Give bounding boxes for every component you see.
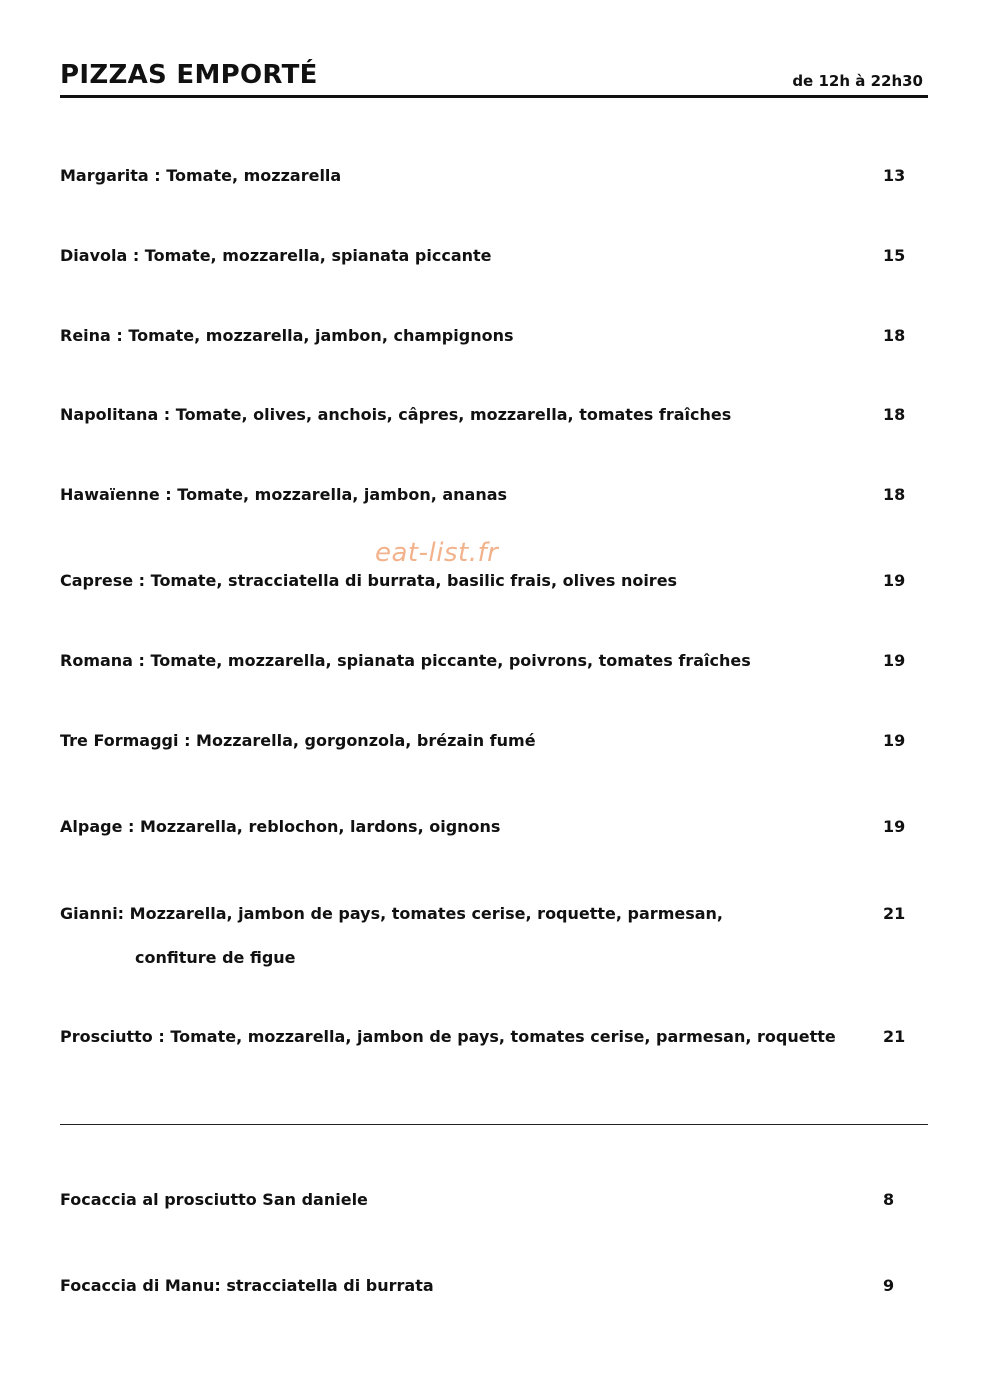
menu-item-price: 9 [883, 1276, 895, 1295]
menu-item-price: 19 [883, 817, 906, 836]
menu-item-label: Gianni: Mozzarella, jambon de pays, tomates cerise, roquette, parmesan, [60, 904, 723, 923]
menu-item-price: 13 [883, 166, 906, 185]
menu-item-label: Tre Formaggi : Mozzarella, gorgonzola, brézain fumé [60, 731, 536, 750]
watermark-text: eat-list.fr [375, 538, 499, 568]
menu-item-price: 19 [883, 571, 906, 590]
menu-item-label: Napolitana : Tomate, olives, anchois, câpres, mozzarella, tomates fraîches [60, 405, 732, 424]
menu-item-label: Diavola : Tomate, mozzarella, spianata piccante [60, 246, 492, 265]
menu-item-price: 18 [883, 405, 906, 424]
menu-item-price: 21 [883, 904, 906, 923]
menu-item-label: Margarita : Tomate, mozzarella [60, 166, 342, 185]
page-title: PIZZAS EMPORTÉ [60, 60, 318, 90]
opening-hours: de 12h à 22h30 [792, 72, 923, 90]
menu-item-label: Focaccia di Manu: stracciatella di burrata [60, 1276, 434, 1295]
header-divider [60, 95, 928, 98]
menu-item-label: Hawaïenne : Tomate, mozzarella, jambon, ananas [60, 485, 508, 504]
menu-item-price: 18 [883, 326, 906, 345]
menu-item-label: Alpage : Mozzarella, reblochon, lardons, oignons [60, 817, 501, 836]
menu-item-price: 8 [883, 1190, 895, 1209]
section-divider [60, 1124, 928, 1125]
menu-item-price: 19 [883, 651, 906, 670]
menu-item-label: Focaccia al prosciutto San daniele [60, 1190, 368, 1209]
menu-item-price: 19 [883, 731, 906, 750]
menu-item-price: 21 [883, 1027, 906, 1046]
menu-item-label: Reina : Tomate, mozzarella, jambon, champignons [60, 326, 514, 345]
menu-item-continuation: confiture de figue [135, 948, 296, 967]
menu-item-price: 18 [883, 485, 906, 504]
menu-item-price: 15 [883, 246, 906, 265]
menu-item-label: Romana : Tomate, mozzarella, spianata piccante, poivrons, tomates fraîches [60, 651, 751, 670]
menu-item-label: Prosciutto : Tomate, mozzarella, jambon de pays, tomates cerise, parmesan, roquette [60, 1027, 836, 1046]
menu-item-label: Caprese : Tomate, stracciatella di burrata, basilic frais, olives noires [60, 571, 678, 590]
